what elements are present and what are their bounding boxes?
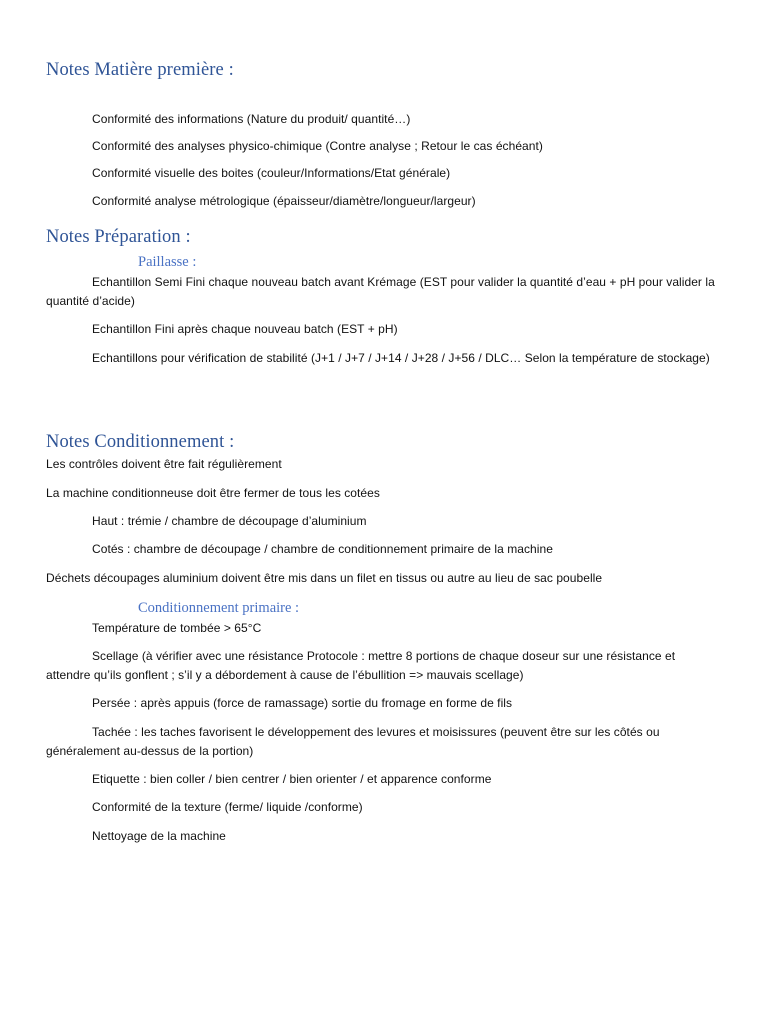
primaire-item: Nettoyage de la machine xyxy=(92,829,226,843)
heading-preparation: Notes Préparation : xyxy=(46,227,191,247)
primaire-item: Persée : après appuis (force de ramassage) sortie du fromage en forme de fils xyxy=(92,696,513,710)
heading-conditionnement: Notes Conditionnement : xyxy=(46,432,235,452)
subheading-paillasse: Paillasse : xyxy=(138,254,197,270)
matiere-item: Conformité analyse métrologique (épaisseur/diamètre/longueur/largeur) xyxy=(92,194,476,208)
primaire-item: Scellage (à vérifier avec une résistance Protocole : mettre 8 portions de chaque doseur sur une résistance et attendre qu’ils gonflent ; s’il y a débordement à cause de l’ébullition => mauvais scellage) xyxy=(46,649,676,682)
preparation-item: Echantillon Semi Fini chaque nouveau batch avant Krémage (EST pour valider la quantité d’eau + pH pour valider la quantité d’acide) xyxy=(46,275,715,308)
heading-matiere-premiere: Notes Matière première : xyxy=(46,60,234,80)
conditionnement-line: Les contrôles doivent être fait régulièrement xyxy=(46,457,282,471)
subheading-conditionnement-primaire: Conditionnement primaire : xyxy=(138,600,300,616)
preparation-item: Echantillon Fini après chaque nouveau batch (EST + pH) xyxy=(92,322,398,336)
matiere-item: Conformité des informations (Nature du produit/ quantité…) xyxy=(92,112,411,126)
conditionnement-haut: Haut : trémie / chambre de découpage d’aluminium xyxy=(92,514,367,528)
conditionnement-dechets: Déchets découpages aluminium doivent être mis dans un filet en tissus ou autre au lieu de sac poubelle xyxy=(46,571,603,585)
matiere-item: Conformité visuelle des boites (couleur/Informations/Etat générale) xyxy=(92,166,451,180)
preparation-item: Echantillons pour vérification de stabilité (J+1 / J+7 / J+14 / J+28 / J+56 / DLC… Selon la température de stockage) xyxy=(92,351,710,365)
conditionnement-line: La machine conditionneuse doit être fermer de tous les cotées xyxy=(46,486,380,500)
primaire-item: Conformité de la texture (ferme/ liquide /conforme) xyxy=(92,800,363,814)
matiere-item: Conformité des analyses physico-chimique (Contre analyse ; Retour le cas échéant) xyxy=(92,139,543,153)
primaire-item: Etiquette : bien coller / bien centrer / bien orienter / et apparence conforme xyxy=(92,772,492,786)
conditionnement-cotes: Cotés : chambre de découpage / chambre de conditionnement primaire de la machine xyxy=(92,542,553,556)
primaire-item: Température de tombée > 65°C xyxy=(92,621,262,635)
primaire-item: Tachée : les taches favorisent le développement des levures et moisissures (peuvent être sur les côtés ou généralement au-dessus de la portion) xyxy=(46,725,660,758)
